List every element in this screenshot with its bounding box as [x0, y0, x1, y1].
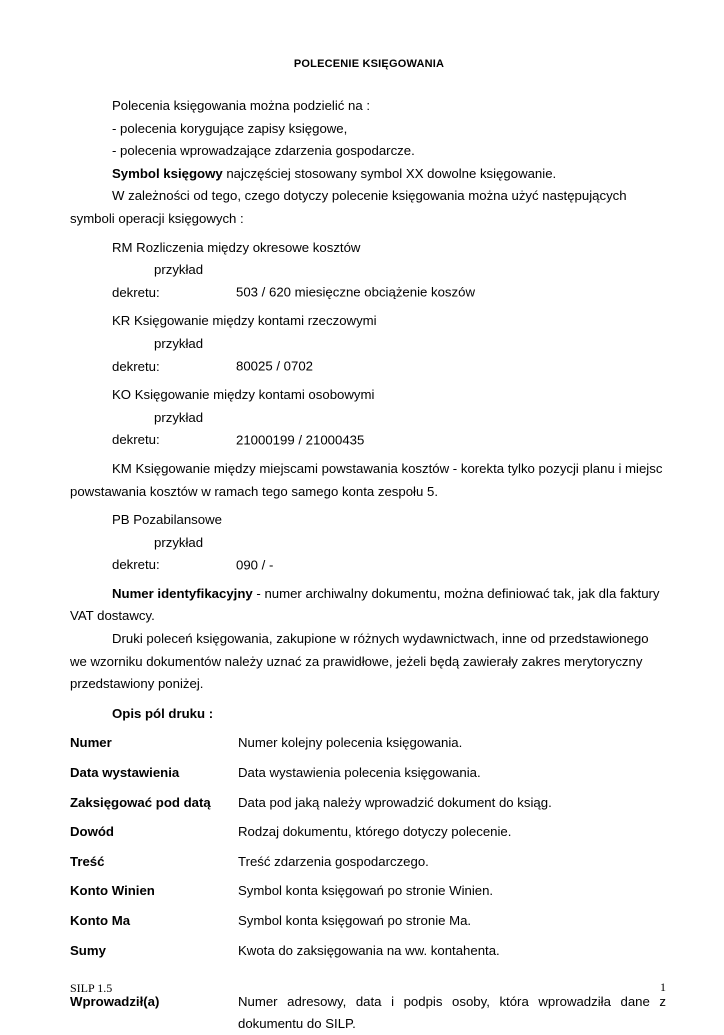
- field-name: Numer: [70, 735, 112, 751]
- field-row: [70, 991, 666, 1035]
- intro-line-2: - polecenia korygujące zapisy księgowe,: [112, 120, 348, 136]
- opis-heading: [70, 703, 666, 726]
- rm-example-label: przykład dekretu:: [112, 262, 204, 300]
- field-row: [70, 940, 666, 970]
- field-description: Data wystawienia polecenia księgowania.: [238, 765, 481, 781]
- pb-example: [70, 532, 666, 577]
- field-row: [70, 792, 666, 822]
- pb-title: PB Pozabilansowe: [112, 512, 222, 528]
- numer-description: - numer archiwalny dokumentu, można definiować tak, jak dla faktury VAT dostawcy.: [70, 585, 660, 624]
- field-description: Symbol konta księgowań po stronie Ma.: [238, 913, 472, 928]
- kr-title: KR Księgowanie między kontami rzeczowymi: [112, 313, 377, 329]
- field-name: Konto Ma: [70, 913, 131, 928]
- field-description: Numer adresowy, data i podpis osoby, która wprowadziła dane z dokumentu do SILP.: [238, 994, 666, 1032]
- field-description: Data pod jaką należy wprowadzić dokument do ksiąg.: [238, 794, 552, 810]
- rm-example-value: 503 / 620 miesięczne obciążenie koszów: [236, 284, 475, 300]
- rm-title: RM Rozliczenia między okresowe kosztów: [112, 239, 361, 255]
- field-name: Treść: [70, 853, 105, 869]
- numer-bold-term: Numer identyfikacyjny: [112, 585, 253, 601]
- symbol-description: najczęściej stosowany symbol XX dowolne księgowanie.: [222, 165, 557, 181]
- field-name: Data wystawienia: [70, 765, 180, 781]
- ko-example-label: przykład dekretu:: [112, 409, 204, 448]
- ko-example-value: 21000199 / 21000435: [236, 432, 365, 448]
- druki-paragraph: Druki poleceń księgowania, zakupione w różnych wydawnictwach, inne od przedstawionego we wzorniku dokumentów należy uznać za prawidłowe, jeżeli będą zawierały zakres merytoryczny przedstawiony poniżej.: [70, 631, 649, 692]
- field-description: Rodzaj dokumentu, którego dotyczy polecenie.: [238, 824, 512, 840]
- ko-example: [70, 407, 666, 452]
- kr-example: [70, 333, 666, 378]
- field-description: Symbol konta księgowań po stronie Winien.: [238, 883, 494, 899]
- field-description: Treść zdarzenia gospodarczego.: [238, 853, 429, 869]
- field-row: [70, 851, 666, 881]
- page-title: POLECENIE KSIĘGOWANIA: [293, 58, 445, 70]
- pb-example-label: przykład dekretu:: [112, 534, 204, 573]
- field-description: Numer kolejny polecenia księgowania.: [238, 735, 463, 751]
- field-description: Kwota do zaksięgowania na ww. kontahenta.: [238, 942, 500, 958]
- numer-paragraph: [70, 583, 666, 628]
- field-name: Wprowadził(a): [70, 994, 160, 1010]
- kr-example-value: 80025 / 0702: [236, 358, 314, 374]
- ko-title: KO Księgowanie między kontami osobowymi: [112, 387, 375, 403]
- intro-line-3: - polecenia wprowadzające zdarzenia gospodarcze.: [112, 143, 415, 159]
- page-number: 1: [660, 980, 666, 994]
- field-row: [70, 821, 666, 851]
- km-paragraph: KM Księgowanie między miejscami powstawania kosztów - korekta tylko pozycji planu i miejsc powstawania kosztów w ramach tego samego konta zespołu 5.: [70, 460, 663, 499]
- symbol-bold-term: Symbol księgowy: [112, 165, 223, 181]
- fields-list: [70, 732, 666, 1035]
- document-body: [70, 95, 666, 1035]
- footer-product-version: SILP 1.5: [70, 981, 113, 995]
- field-name: Zaksięgować pod datą: [70, 794, 211, 810]
- kr-example-label: przykład dekretu:: [112, 335, 204, 374]
- pb-example-value: 090 / -: [236, 557, 274, 573]
- field-name: Dowód: [70, 824, 114, 840]
- field-row: [70, 910, 666, 940]
- rm-example: [70, 259, 666, 304]
- opis-heading-text: Opis pól druku :: [112, 705, 214, 721]
- intro-line-1: Polecenia księgowania można podzielić na :: [112, 98, 371, 113]
- field-name: Sumy: [70, 942, 106, 958]
- depends-paragraph: W zależności od tego, czego dotyczy polecenie księgowania można użyć następujących symboli operacji księgowych :: [70, 188, 627, 226]
- field-row: [70, 762, 666, 792]
- symbol-paragraph: [70, 163, 666, 186]
- field-row: [70, 880, 666, 910]
- field-row: [70, 732, 666, 762]
- field-name: Konto Winien: [70, 883, 155, 899]
